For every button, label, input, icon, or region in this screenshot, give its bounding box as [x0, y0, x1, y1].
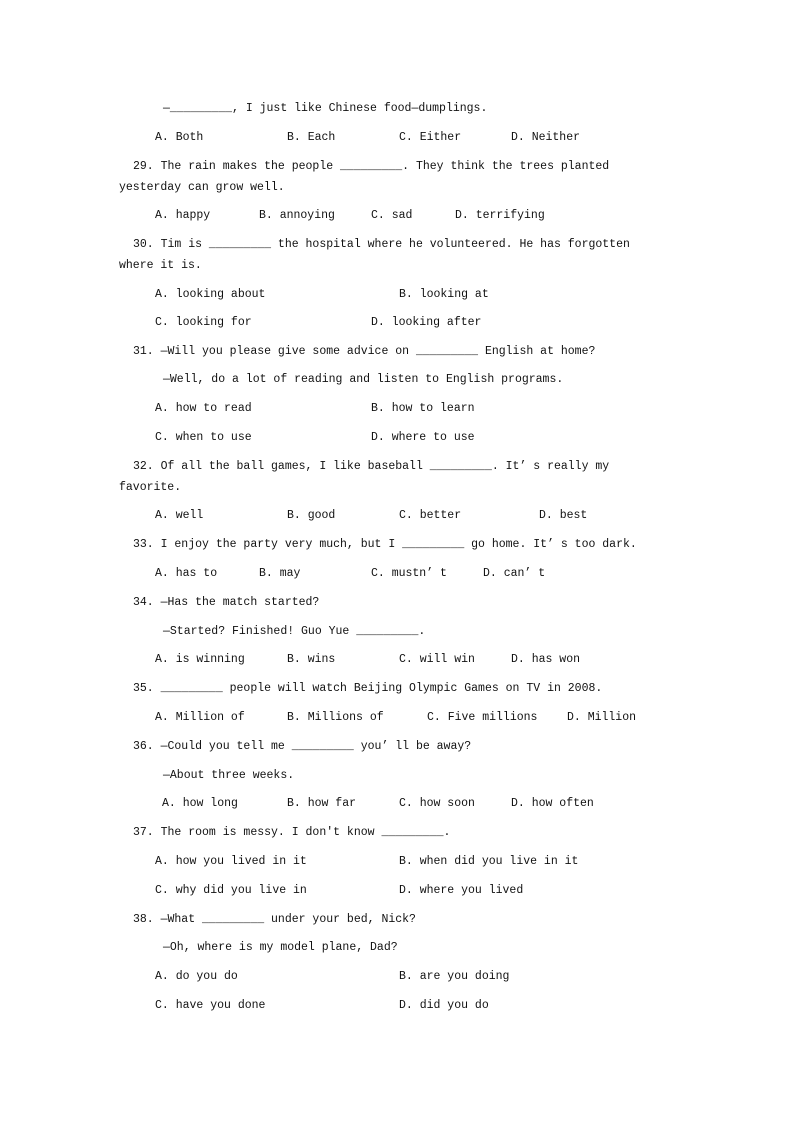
question-stem: yesterday can grow well.	[119, 181, 285, 194]
option: C. will win	[399, 653, 475, 666]
option: D. looking after	[371, 316, 482, 329]
option: C. Five millions	[427, 711, 538, 724]
option: A. how you lived in it	[155, 855, 307, 868]
option: A. Million of	[155, 711, 245, 724]
option: B. good	[287, 509, 336, 522]
question-stem: where it is.	[119, 259, 202, 272]
question-stem: 36. —Could you tell me _________ you’ ll be away?	[133, 740, 472, 753]
option: D. where you lived	[399, 884, 524, 897]
option: C. mustn’ t	[371, 567, 447, 580]
option: C. sad	[371, 209, 413, 222]
option: A. is winning	[155, 653, 245, 666]
question-stem: 30. Tim is _________ the hospital where he volunteered. He has forgotten	[133, 238, 630, 251]
option: C. better	[399, 509, 462, 522]
option: D. can’ t	[483, 567, 546, 580]
option: B. when did you live in it	[399, 855, 579, 868]
option: A. has to	[155, 567, 218, 580]
question-stem: 33. I enjoy the party very much, but I _________ go home. It’ s too dark.	[133, 538, 637, 551]
question-stem: favorite.	[119, 481, 182, 494]
option: D. Million	[567, 711, 637, 724]
option: C. why did you live in	[155, 884, 307, 897]
option: C. Either	[399, 131, 462, 144]
option: D. Neither	[511, 131, 581, 144]
option: D. has won	[511, 653, 581, 666]
question-stem: 37. The room is messy. I don't know _________.	[133, 826, 451, 839]
option: B. Millions of	[287, 711, 384, 724]
option: C. have you done	[155, 999, 266, 1012]
question-stem: 38. —What _________ under your bed, Nick?	[133, 913, 416, 926]
answer-line: —_________, I just like Chinese food—dumplings.	[163, 102, 488, 115]
question-stem: 34. —Has the match started?	[133, 596, 320, 609]
option: C. when to use	[155, 431, 252, 444]
option: A. how to read	[155, 402, 252, 415]
option: B. Each	[287, 131, 336, 144]
dialogue-reply: —Well, do a lot of reading and listen to English programs.	[163, 373, 564, 386]
option: D. best	[539, 509, 588, 522]
option: B. wins	[287, 653, 336, 666]
option: B. may	[259, 567, 301, 580]
question-stem: 35. _________ people will watch Beijing Olympic Games on TV in 2008.	[133, 682, 603, 695]
option: A. well	[155, 509, 204, 522]
option: A. how long	[162, 797, 238, 810]
option: B. how far	[287, 797, 357, 810]
option: B. annoying	[259, 209, 335, 222]
option: D. where to use	[371, 431, 475, 444]
option: B. are you doing	[399, 970, 510, 983]
dialogue-reply: —Started? Finished! Guo Yue _________.	[163, 625, 426, 638]
option: A. Both	[155, 131, 204, 144]
dialogue-reply: —About three weeks.	[163, 769, 295, 782]
question-stem: 31. —Will you please give some advice on _________ English at home?	[133, 345, 596, 358]
question-stem: 29. The rain makes the people _________. They think the trees planted	[133, 160, 610, 173]
option: D. how often	[511, 797, 594, 810]
option: A. do you do	[155, 970, 238, 983]
dialogue-reply: —Oh, where is my model plane, Dad?	[163, 941, 398, 954]
option: A. happy	[155, 209, 211, 222]
option: D. terrifying	[455, 209, 545, 222]
question-stem: 32. Of all the ball games, I like baseball _________. It’ s really my	[133, 460, 610, 473]
option: C. how soon	[399, 797, 475, 810]
option: C. looking for	[155, 316, 252, 329]
option: A. looking about	[155, 288, 266, 301]
option: B. looking at	[399, 288, 489, 301]
option: D. did you do	[399, 999, 489, 1012]
option: B. how to learn	[371, 402, 475, 415]
